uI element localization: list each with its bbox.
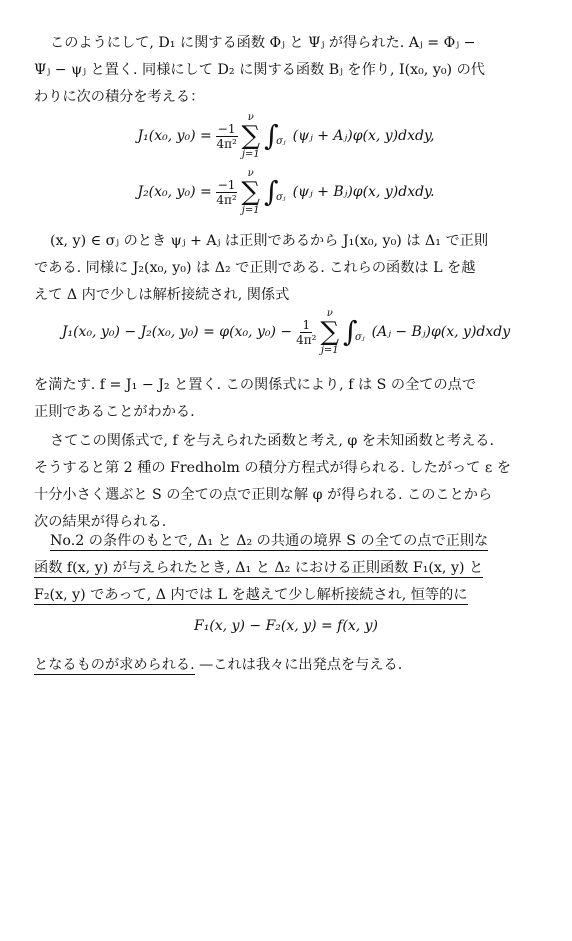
equation-lhs: J₁(x₀, y₀) − J₂(x₀, y₀) = φ(x₀, y₀) − — [61, 324, 293, 340]
text-line: さてこの関係式で, f を与えられた函数と考え, φ を未知函数と考える. — [50, 433, 495, 449]
underlined-text: となるものが求められる. — [34, 657, 195, 673]
text-line: を満たす. f = J₁ − J₂ と置く. この関係式により, f は S の全ての点で — [34, 377, 477, 393]
sigma-symbol: ∑ — [241, 121, 261, 151]
integral-symbol: ∫ σⱼ — [264, 122, 279, 150]
fraction-numerator: −1 — [217, 177, 236, 192]
equation-integrand: (Aⱼ − Bⱼ)φ(x, y)dxdy — [371, 324, 511, 340]
paragraph-3 — [34, 372, 546, 426]
text-line: —これは我々に出発点を与える. — [194, 657, 403, 673]
equation-integrand: (ψⱼ + Aⱼ)φ(x, y)dxdy, — [292, 128, 435, 144]
text-line: 正則であることがわかる. — [34, 404, 195, 420]
text-line: である. 同様に J₂(x₀, y₀) は Δ₂ で正則である. これらの函数は L を越 — [34, 260, 476, 276]
equation-text: F₁(x, y) − F₂(x, y) = f(x, y) — [194, 618, 378, 634]
integral-domain: σⱼ — [275, 192, 286, 203]
fraction — [216, 122, 238, 151]
fraction — [296, 318, 316, 347]
paragraph-2 — [34, 228, 546, 309]
sigma-symbol: ∑ — [241, 177, 260, 207]
integral-domain: σⱼ — [276, 136, 286, 147]
text-line: No.2 の条件のもとで, Δ₁ と Δ₂ の共通の境界 S の全ての点で正則な — [50, 533, 489, 549]
fraction — [216, 178, 238, 207]
text-line: (x, y) ∈ σⱼ のとき ψⱼ + Aⱼ は正則であるから J₁(x₀, y₀) は Δ₁ で正則 — [50, 233, 489, 249]
fraction-numerator: −1 — [217, 121, 236, 136]
paragraph-1 — [34, 30, 546, 111]
text-line: 十分小さく選ぶと S の全ての点で正則な解 φ が得られる. このことから — [34, 487, 493, 503]
text-line: わりに次の積分を考える： — [34, 89, 205, 105]
theorem-statement — [34, 528, 546, 609]
integral-domain: σⱼ — [355, 332, 365, 343]
paragraph-4 — [34, 428, 546, 536]
fraction-denominator: 4π² — [216, 136, 237, 151]
paragraph-6 — [34, 652, 546, 679]
text-line: F₂(x, y) であって, Δ 内では L を越えて少し解析接続され, 恒等的に — [34, 587, 468, 603]
summation — [242, 112, 261, 160]
sum-upper-limit: ν — [247, 168, 254, 179]
integral-symbol: ∫ σⱼ — [264, 178, 279, 206]
fraction-denominator: 4π² — [296, 332, 317, 347]
equation-lhs: J₁(x₀, y₀) = — [137, 128, 212, 144]
text-line: 次の結果が得られる. — [34, 514, 167, 530]
fraction-denominator: 4π² — [216, 192, 237, 207]
text-line: Ψⱼ − ψⱼ と置く. 同様にして D₂ に関する函数 Bⱼ を作り, I(x₀, y₀) の代 — [34, 62, 485, 78]
text-line: 函数 f(x, y) が与えられたとき, Δ₁ と Δ₂ における正則函数 F₁(x, y) と — [34, 560, 484, 576]
equation-decomposition — [0, 618, 572, 634]
text-line: えて Δ 内で少しは解析接続され, 関係式 — [34, 287, 290, 303]
sum-lower-limit: j=1 — [320, 345, 339, 356]
equation-relation — [0, 308, 572, 356]
sum-lower-limit: j=1 — [241, 149, 260, 160]
text-line: そうすると第 2 種の Fredholm の積分方程式が得られる. したがって ε を — [34, 460, 511, 476]
sum-lower-limit: j=1 — [241, 205, 260, 216]
sum-upper-limit: ν — [326, 308, 333, 319]
summation — [320, 308, 339, 356]
summation — [241, 168, 260, 216]
integral-symbol: ∫ σⱼ — [343, 318, 358, 346]
equation-j1 — [0, 112, 572, 160]
fraction-numerator: 1 — [302, 317, 311, 332]
sum-upper-limit: ν — [247, 112, 254, 123]
equation-integrand: (ψⱼ + Bⱼ)φ(x, y)dxdy. — [292, 184, 435, 200]
equation-j2 — [0, 168, 572, 216]
equation-lhs: J₂(x₀, y₀) = — [137, 184, 212, 200]
sigma-symbol: ∑ — [320, 317, 340, 347]
text-line: このようにして, D₁ に関する函数 Φⱼ と Ψⱼ が得られた. Aⱼ = Φⱼ − — [50, 35, 476, 51]
